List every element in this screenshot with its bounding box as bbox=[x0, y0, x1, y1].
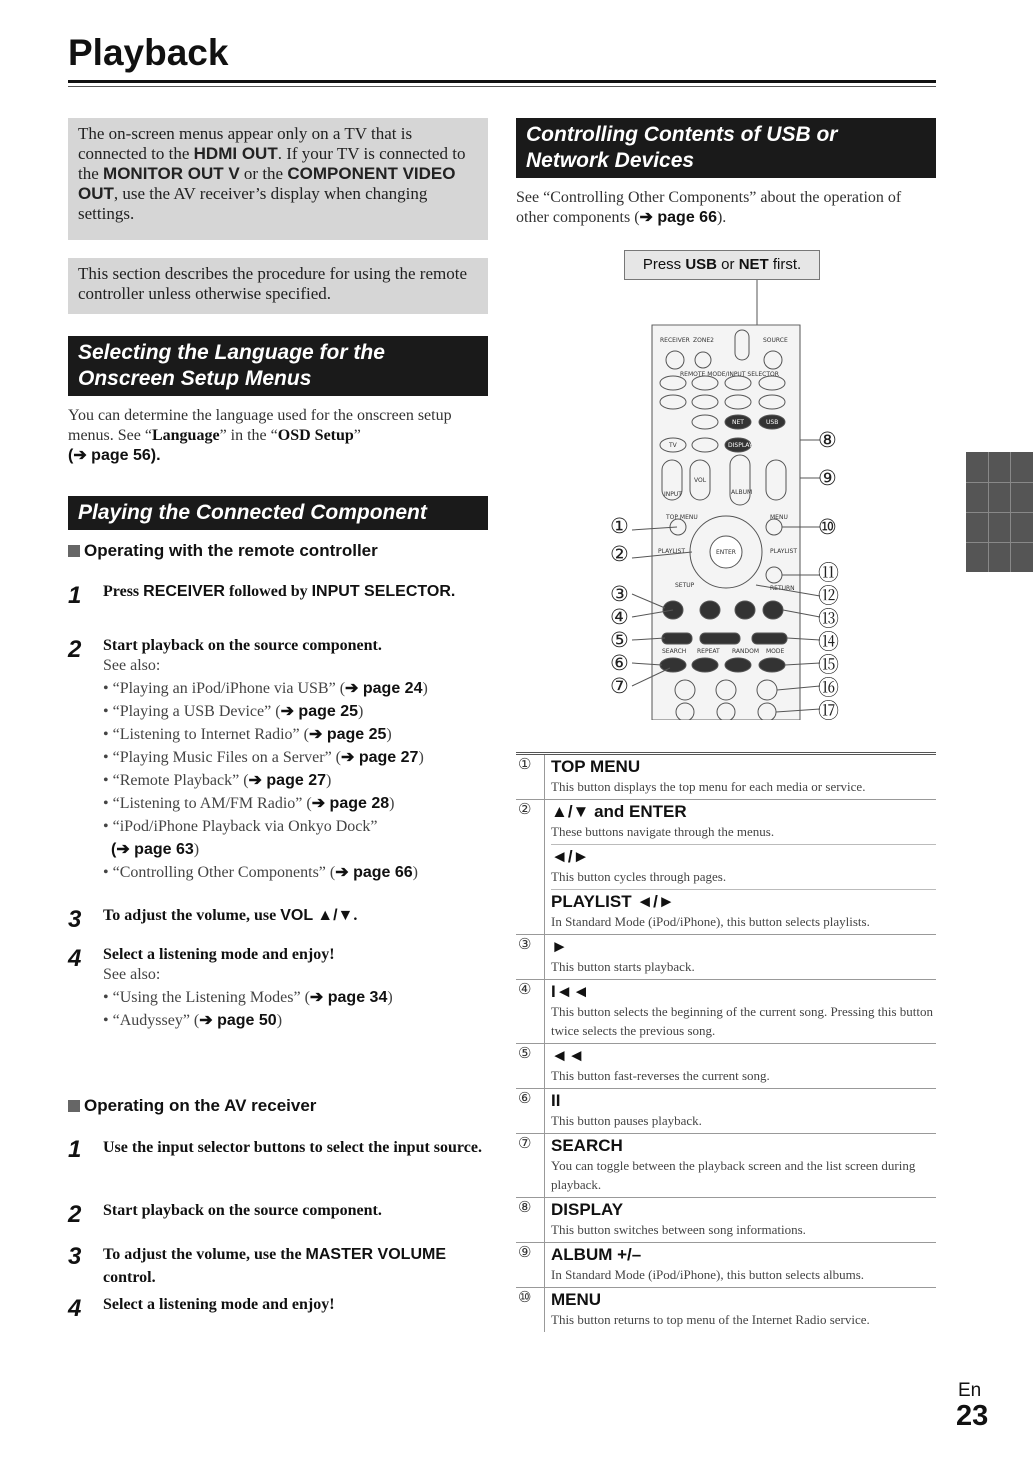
page-reference: ➔ page 27 bbox=[248, 772, 326, 789]
callout-4: ④ bbox=[610, 605, 629, 629]
bullet-text: • “Playing an iPod/iPhone via USB” ( bbox=[103, 680, 346, 697]
hdmi-note bbox=[68, 118, 488, 240]
callout-13: ⑬ bbox=[818, 607, 839, 631]
callout-12: ⑫ bbox=[818, 584, 839, 608]
bullet-text: • “iPod/iPhone Playback via Onkyo Dock” bbox=[103, 818, 378, 835]
note-text: This section describes the procedure for using the remote controller unless otherwise specified. bbox=[78, 264, 467, 303]
language-word: Language bbox=[151, 427, 220, 444]
table-row bbox=[516, 800, 936, 935]
source-label: SOURCE bbox=[763, 337, 788, 344]
usb-key: USB bbox=[685, 256, 717, 273]
language-paragraph bbox=[68, 406, 478, 466]
step-title: Start playback on the source component. bbox=[103, 637, 382, 654]
net-button-label: NET bbox=[732, 419, 744, 426]
bullet-text: • “Remote Playback” ( bbox=[103, 772, 249, 789]
callout-numbers bbox=[580, 240, 850, 723]
callout-9: ⑨ bbox=[818, 466, 837, 490]
master-volume-key: MASTER VOLUME bbox=[305, 1246, 446, 1263]
row-desc: This button cycles through pages. bbox=[551, 869, 727, 884]
subheading-remote bbox=[68, 541, 378, 561]
row-label: II bbox=[551, 1091, 561, 1110]
section-heading-language: Selecting the Language for the Onscreen Setup Menus bbox=[68, 336, 488, 396]
receiver-key: RECEIVER bbox=[143, 583, 225, 600]
setup-label: SETUP bbox=[675, 582, 695, 589]
remote-illustration bbox=[580, 240, 850, 723]
step-text: To adjust the volume, use bbox=[103, 907, 281, 924]
row-desc: In Standard Mode (iPod/iPhone), this button selects albums. bbox=[551, 1267, 865, 1282]
component-out-label: COMPONENT VIDEO OUT bbox=[78, 164, 456, 203]
repeat-label: REPEAT bbox=[697, 648, 720, 655]
table-row bbox=[516, 1288, 936, 1332]
step-body bbox=[103, 906, 488, 925]
title-rule-thin bbox=[68, 86, 936, 87]
callout-14: ⑭ bbox=[818, 630, 839, 654]
bullet-text: ) bbox=[412, 864, 418, 881]
tab-grid-line bbox=[966, 482, 1033, 483]
table-row bbox=[516, 935, 936, 980]
table-row bbox=[516, 1089, 936, 1134]
search-label: SEARCH bbox=[662, 648, 687, 655]
callout-2: ② bbox=[610, 542, 629, 566]
zone2-label: ZONE2 bbox=[693, 337, 714, 344]
step-body bbox=[103, 945, 488, 1032]
random-label: RANDOM bbox=[732, 648, 760, 655]
row-number: ② bbox=[518, 802, 532, 818]
step-number: 2 bbox=[68, 1201, 82, 1228]
tab-grid-line bbox=[1010, 452, 1011, 572]
page-reference: ➔ page 50 bbox=[199, 1012, 277, 1029]
vol-key: VOL ▲/▼ bbox=[280, 907, 354, 924]
remote-step-1 bbox=[68, 582, 488, 609]
bullet-text: ) bbox=[418, 749, 424, 766]
step-number: 2 bbox=[68, 636, 82, 663]
row-label: MENU bbox=[551, 1290, 602, 1309]
step-number: 1 bbox=[68, 1136, 82, 1163]
step-body bbox=[103, 1243, 488, 1289]
page-reference: ➔ page 34 bbox=[309, 989, 388, 1006]
callout-15: ⑮ bbox=[818, 653, 839, 677]
bullet-text: ) bbox=[386, 726, 392, 743]
page-reference: ➔ page 25 bbox=[308, 726, 387, 743]
av-step-4 bbox=[68, 1295, 488, 1322]
row-cell bbox=[544, 1089, 936, 1133]
bullet-text: • “Audyssey” ( bbox=[103, 1012, 200, 1029]
row-label: SEARCH bbox=[551, 1136, 623, 1155]
step-number: 1 bbox=[68, 582, 82, 609]
av-step-1 bbox=[68, 1136, 488, 1163]
input-selector-key: INPUT SELECTOR. bbox=[311, 583, 456, 600]
page-reference: ➔ page 25 bbox=[280, 703, 358, 720]
menu-label: MENU bbox=[770, 514, 788, 521]
step-body bbox=[103, 636, 488, 884]
row-label: ◄◄ bbox=[551, 1046, 585, 1065]
tv-label: TV bbox=[669, 442, 677, 449]
bullet-item bbox=[103, 861, 488, 884]
bullet-item bbox=[103, 792, 488, 815]
callout-text: or bbox=[717, 256, 739, 273]
row-number: ⑧ bbox=[518, 1200, 532, 1216]
tab-grid-line bbox=[966, 512, 1033, 513]
bullet-item bbox=[103, 815, 488, 861]
page-reference: ➔ page 27 bbox=[341, 749, 419, 766]
subheading-text: Operating on the AV receiver bbox=[84, 1096, 317, 1115]
callout-11: ⑪ bbox=[818, 561, 839, 585]
table-row bbox=[516, 1044, 936, 1089]
bullet-item bbox=[103, 746, 488, 769]
callout-16: ⑯ bbox=[818, 676, 839, 700]
callout-7: ⑦ bbox=[610, 674, 629, 698]
row-number: ⑤ bbox=[518, 1046, 532, 1062]
album-label: ALBUM bbox=[731, 489, 753, 496]
step-text: To adjust the volume, use the bbox=[103, 1246, 306, 1263]
bullet-item bbox=[103, 986, 488, 1009]
tab-grid-line bbox=[966, 542, 1033, 543]
usb-paragraph bbox=[516, 188, 936, 228]
remote-step-2 bbox=[68, 636, 488, 884]
row-desc: This button fast-reverses the current song. bbox=[551, 1068, 770, 1083]
para-text: ” in the “ bbox=[219, 427, 278, 444]
callout-10: ⑩ bbox=[818, 515, 837, 539]
row-label: PLAYLIST ◄/► bbox=[551, 892, 675, 911]
row-desc: In Standard Mode (iPod/iPhone), this button selects playlists. bbox=[551, 914, 870, 929]
section-heading-playing: Playing the Connected Component bbox=[68, 496, 488, 530]
table-row bbox=[516, 1134, 936, 1198]
row-label: I◄◄ bbox=[551, 982, 590, 1001]
note-text: , use the AV receiver’s display when changing settings. bbox=[78, 184, 428, 223]
row-cell bbox=[544, 1243, 936, 1287]
osd-setup-word: OSD Setup bbox=[277, 427, 354, 444]
table-row bbox=[516, 980, 936, 1044]
callout-17: ⑰ bbox=[818, 699, 839, 723]
bullet-item bbox=[103, 700, 488, 723]
receiver-label: RECEIVER bbox=[660, 337, 690, 344]
net-key: NET bbox=[738, 256, 769, 273]
row-cell bbox=[544, 800, 936, 934]
step-title: Select a listening mode and enjoy! bbox=[103, 1296, 335, 1313]
bullet-text: • “Using the Listening Modes” ( bbox=[103, 989, 310, 1006]
row-number: ① bbox=[518, 757, 532, 773]
bullet-text: ) bbox=[276, 1012, 283, 1029]
row-number: ⑦ bbox=[518, 1136, 532, 1152]
callout-3: ③ bbox=[610, 582, 629, 606]
bullet-text: • “Controlling Other Components” ( bbox=[103, 864, 336, 881]
enter-label: ENTER bbox=[716, 549, 736, 556]
page-reference: ➔ page 66 bbox=[639, 209, 717, 226]
row-label: TOP MENU bbox=[551, 757, 641, 776]
bullet-text: • “Listening to AM/FM Radio” ( bbox=[103, 795, 312, 812]
square-bullet-icon bbox=[68, 545, 80, 557]
callout-text: Press bbox=[642, 256, 686, 273]
row-label: ► bbox=[551, 937, 568, 956]
step-body bbox=[103, 1295, 488, 1314]
step-title: Use the input selector buttons to select the input source. bbox=[103, 1139, 482, 1156]
page-number: 23 bbox=[956, 1400, 989, 1432]
subheading-av-receiver bbox=[68, 1096, 316, 1116]
bullet-text: ) bbox=[193, 841, 200, 858]
row-label: ALBUM +/– bbox=[551, 1245, 642, 1264]
step-body bbox=[103, 1136, 488, 1159]
row-cell bbox=[544, 1198, 936, 1242]
table-row bbox=[516, 1198, 936, 1243]
row-desc: This button pauses playback. bbox=[551, 1113, 702, 1128]
step-body bbox=[103, 582, 488, 601]
square-bullet-icon bbox=[68, 1100, 80, 1112]
bullet-text: ) bbox=[422, 680, 428, 697]
row-cell bbox=[544, 755, 936, 799]
step-body bbox=[103, 1201, 488, 1220]
row-desc: This button displays the top menu for each media or service. bbox=[551, 779, 866, 794]
row-number: ⑨ bbox=[518, 1245, 532, 1261]
row-cell bbox=[544, 1134, 936, 1197]
bullet-text: • “Playing a USB Device” ( bbox=[103, 703, 281, 720]
step-text: followed by bbox=[224, 583, 312, 600]
step-title: Select a listening mode and enjoy! bbox=[103, 946, 335, 963]
display-label: DISPLAY bbox=[728, 442, 753, 449]
para-text: See “Controlling Other Components” about the operation of other components ( bbox=[516, 189, 902, 226]
row-desc: You can toggle between the playback screen and the list screen during playback. bbox=[551, 1158, 916, 1192]
input-label: INPUT bbox=[664, 491, 682, 498]
row-desc: This button selects the beginning of the current song. Pressing this button twice selects the previous song. bbox=[551, 1004, 934, 1038]
step-text: . bbox=[353, 907, 358, 924]
row-desc: This button starts playback. bbox=[551, 959, 695, 974]
row-desc: These buttons navigate through the menus. bbox=[551, 824, 775, 839]
av-step-2 bbox=[68, 1201, 488, 1228]
sub-row bbox=[551, 889, 936, 934]
row-number: ⑥ bbox=[518, 1091, 532, 1107]
hdmi-out-label: HDMI OUT bbox=[193, 144, 278, 163]
note-text: or the bbox=[239, 164, 288, 183]
bullet-item bbox=[103, 677, 488, 700]
tab-grid-line bbox=[988, 452, 989, 572]
row-cell bbox=[544, 1288, 936, 1332]
bullet-text: ) bbox=[389, 795, 395, 812]
see-also: See also: bbox=[103, 657, 161, 674]
page-reference: ➔ page 24 bbox=[345, 680, 423, 697]
button-table bbox=[516, 752, 936, 1332]
step-text: Press bbox=[103, 583, 144, 600]
vol-label: VOL bbox=[694, 477, 707, 484]
table-row bbox=[516, 752, 936, 800]
step-number: 4 bbox=[68, 945, 82, 972]
see-also: See also: bbox=[103, 966, 161, 983]
row-desc: This button switches between song informations. bbox=[551, 1222, 806, 1237]
step-title: Start playback on the source component. bbox=[103, 1202, 382, 1219]
page-title: Playback bbox=[68, 32, 229, 73]
remote-step-3 bbox=[68, 906, 488, 933]
title-rule bbox=[68, 80, 936, 83]
row-cell bbox=[544, 1044, 936, 1088]
row-number: ③ bbox=[518, 937, 532, 953]
chapter-side-tab bbox=[966, 452, 1033, 572]
language-code: En bbox=[958, 1380, 982, 1401]
callout-text: first. bbox=[768, 256, 802, 273]
mode-label: MODE bbox=[766, 648, 785, 655]
usb-button-label: USB bbox=[766, 419, 779, 426]
playlist-label: PLAYLIST bbox=[658, 548, 685, 555]
playlist-right-label: PLAYLIST bbox=[770, 548, 797, 555]
row-cell bbox=[544, 980, 936, 1043]
callout-5: ⑤ bbox=[610, 628, 629, 652]
subheading-text: Operating with the remote controller bbox=[84, 541, 378, 560]
av-step-3 bbox=[68, 1243, 488, 1289]
row-number: ④ bbox=[518, 982, 532, 998]
remote-step-4 bbox=[68, 945, 488, 1032]
note-text: The on-screen menus appear only on a TV that is connected to the bbox=[78, 124, 413, 163]
page-reference: ➔ page 66 bbox=[335, 864, 413, 881]
callout-8: ⑧ bbox=[818, 428, 837, 452]
step-number: 4 bbox=[68, 1295, 82, 1322]
step-text: control. bbox=[103, 1269, 156, 1286]
row-cell bbox=[544, 935, 936, 979]
page-reference: (➔ page 63 bbox=[111, 841, 194, 858]
bullet-text: ) bbox=[387, 989, 393, 1006]
row-label: DISPLAY bbox=[551, 1200, 624, 1219]
bullet-item bbox=[103, 1009, 488, 1032]
return-label: RETURN bbox=[770, 585, 795, 592]
bullet-text: • “Listening to Internet Radio” ( bbox=[103, 726, 309, 743]
step-number: 3 bbox=[68, 1243, 82, 1270]
para-text: ). bbox=[716, 209, 727, 226]
step-number: 3 bbox=[68, 906, 82, 933]
bullet-item bbox=[103, 769, 488, 792]
callout-1: ① bbox=[610, 514, 629, 538]
section-heading-usb: Controlling Contents of USB or Network Devices bbox=[516, 118, 936, 178]
row-desc: This button returns to top menu of the Internet Radio service. bbox=[551, 1312, 870, 1327]
page-reference: ➔ page 28 bbox=[311, 795, 390, 812]
page-reference: (➔ page 56). bbox=[68, 447, 161, 464]
sub-row bbox=[551, 844, 936, 889]
bullet-item bbox=[103, 723, 488, 746]
row-number: ⑩ bbox=[518, 1290, 532, 1306]
para-text: ” bbox=[353, 427, 361, 444]
row-label: ▲/▼ and ENTER bbox=[551, 802, 687, 821]
remote-note bbox=[68, 258, 488, 314]
top-menu-label: TOP MENU bbox=[666, 514, 698, 521]
bullet-text: • “Playing Music Files on a Server” ( bbox=[103, 749, 341, 766]
table-row bbox=[516, 1243, 936, 1288]
para-text: You can determine the language used for the onscreen setup menus. See “ bbox=[68, 407, 452, 444]
remote-mode-label: REMOTE MODE/INPUT SELECTOR bbox=[680, 371, 779, 378]
monitor-out-label: MONITOR OUT V bbox=[103, 164, 240, 183]
callout-6: ⑥ bbox=[610, 651, 629, 675]
row-label: ◄/► bbox=[551, 847, 590, 866]
bullet-text: ) bbox=[358, 703, 364, 720]
note-text: . If your TV is connected to the bbox=[78, 144, 466, 183]
bullet-text: ) bbox=[325, 772, 332, 789]
